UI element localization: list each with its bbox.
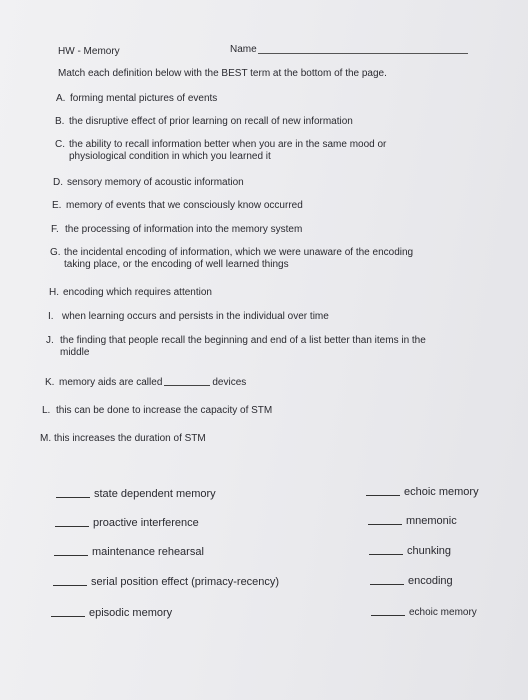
term-left-2 (55, 517, 199, 529)
definition-letter: E. (52, 200, 62, 211)
term-text: maintenance rehearsal (92, 546, 204, 558)
definition-i (48, 311, 329, 323)
answer-blank[interactable] (369, 554, 403, 555)
definition-letter: G. (50, 247, 61, 258)
definition-letter: H. (49, 287, 59, 298)
answer-blank[interactable] (164, 385, 210, 386)
definition-text-continued: middle (60, 347, 90, 358)
definition-letter: M. (40, 433, 52, 444)
definition-letter: L. (42, 405, 51, 416)
term-text: mnemonic (406, 515, 457, 527)
definition-letter: A. (56, 93, 66, 104)
definition-text: the disruptive effect of prior learning on recall of new information (69, 116, 353, 127)
answer-blank[interactable] (51, 616, 85, 617)
definition-text: this can be done to increase the capacity of STM (56, 405, 273, 416)
term-right-1 (366, 486, 479, 498)
definition-text: this increases the duration of STM (54, 433, 206, 444)
answer-blank[interactable] (55, 526, 89, 527)
term-right-3 (369, 545, 451, 557)
definition-g (50, 247, 413, 271)
definition-letter: D. (53, 177, 63, 188)
definition-letter: C. (55, 139, 65, 150)
term-right-5 (371, 607, 477, 618)
instructions: Match each definition below with the BEST term at the bottom of the page. (58, 68, 387, 79)
name-label: Name (230, 44, 257, 55)
answer-blank[interactable] (371, 615, 405, 616)
term-text: state dependent memory (94, 488, 216, 500)
definition-f (51, 224, 302, 236)
term-text: encoding (408, 575, 453, 587)
term-left-3 (54, 546, 204, 558)
answer-blank[interactable] (54, 555, 88, 556)
term-right-2 (368, 515, 457, 527)
answer-blank[interactable] (56, 497, 90, 498)
definition-h (49, 287, 212, 299)
answer-blank[interactable] (370, 584, 404, 585)
term-left-1 (56, 488, 216, 500)
term-left-4 (53, 576, 279, 588)
page-title: HW - Memory (58, 46, 120, 57)
definition-c (55, 139, 386, 163)
definition-text: memory of events that we consciously know occurred (66, 200, 303, 211)
term-text: serial position effect (primacy-recency) (91, 576, 280, 588)
definition-text: the processing of information into the memory system (65, 224, 303, 235)
definition-j (46, 335, 426, 359)
definition-letter: I. (48, 311, 54, 322)
definition-m (40, 433, 206, 445)
name-blank-line (258, 53, 468, 54)
definition-text-after: devices (212, 377, 247, 388)
definition-text: the ability to recall information better when you are in the same mood or (69, 139, 387, 150)
term-text: episodic memory (89, 607, 173, 619)
definition-text-continued: taking place, or the encoding of well learned things (64, 259, 289, 270)
term-text: echoic memory (409, 607, 477, 618)
definition-text: the incidental encoding of information, which we were unaware of the encoding (64, 247, 414, 258)
definition-text: sensory memory of acoustic information (67, 177, 244, 188)
definition-e (52, 200, 303, 212)
definition-l (42, 405, 272, 417)
definition-text: memory aids are called (59, 377, 163, 388)
definition-letter: F. (51, 224, 59, 235)
definition-b (55, 116, 353, 128)
term-text: chunking (407, 545, 452, 557)
answer-blank[interactable] (53, 585, 87, 586)
definition-letter: B. (55, 116, 65, 127)
answer-blank[interactable] (366, 495, 400, 496)
term-left-5 (51, 607, 172, 619)
definition-text: forming mental pictures of events (70, 93, 218, 104)
answer-blank[interactable] (368, 524, 402, 525)
definition-text: encoding which requires attention (63, 287, 212, 298)
definition-k (45, 377, 246, 389)
term-text: echoic memory (404, 486, 479, 498)
definition-letter: J. (46, 335, 54, 346)
definition-text-continued: physiological condition in which you learned it (69, 151, 271, 162)
term-right-4 (370, 575, 453, 587)
definition-d (53, 177, 244, 189)
definition-a (56, 93, 217, 105)
definition-text: when learning occurs and persists in the individual over time (62, 311, 329, 322)
term-text: proactive interference (93, 517, 199, 529)
definition-letter: K. (45, 377, 55, 388)
definition-text: the finding that people recall the beginning and end of a list better than items in the (60, 335, 426, 346)
